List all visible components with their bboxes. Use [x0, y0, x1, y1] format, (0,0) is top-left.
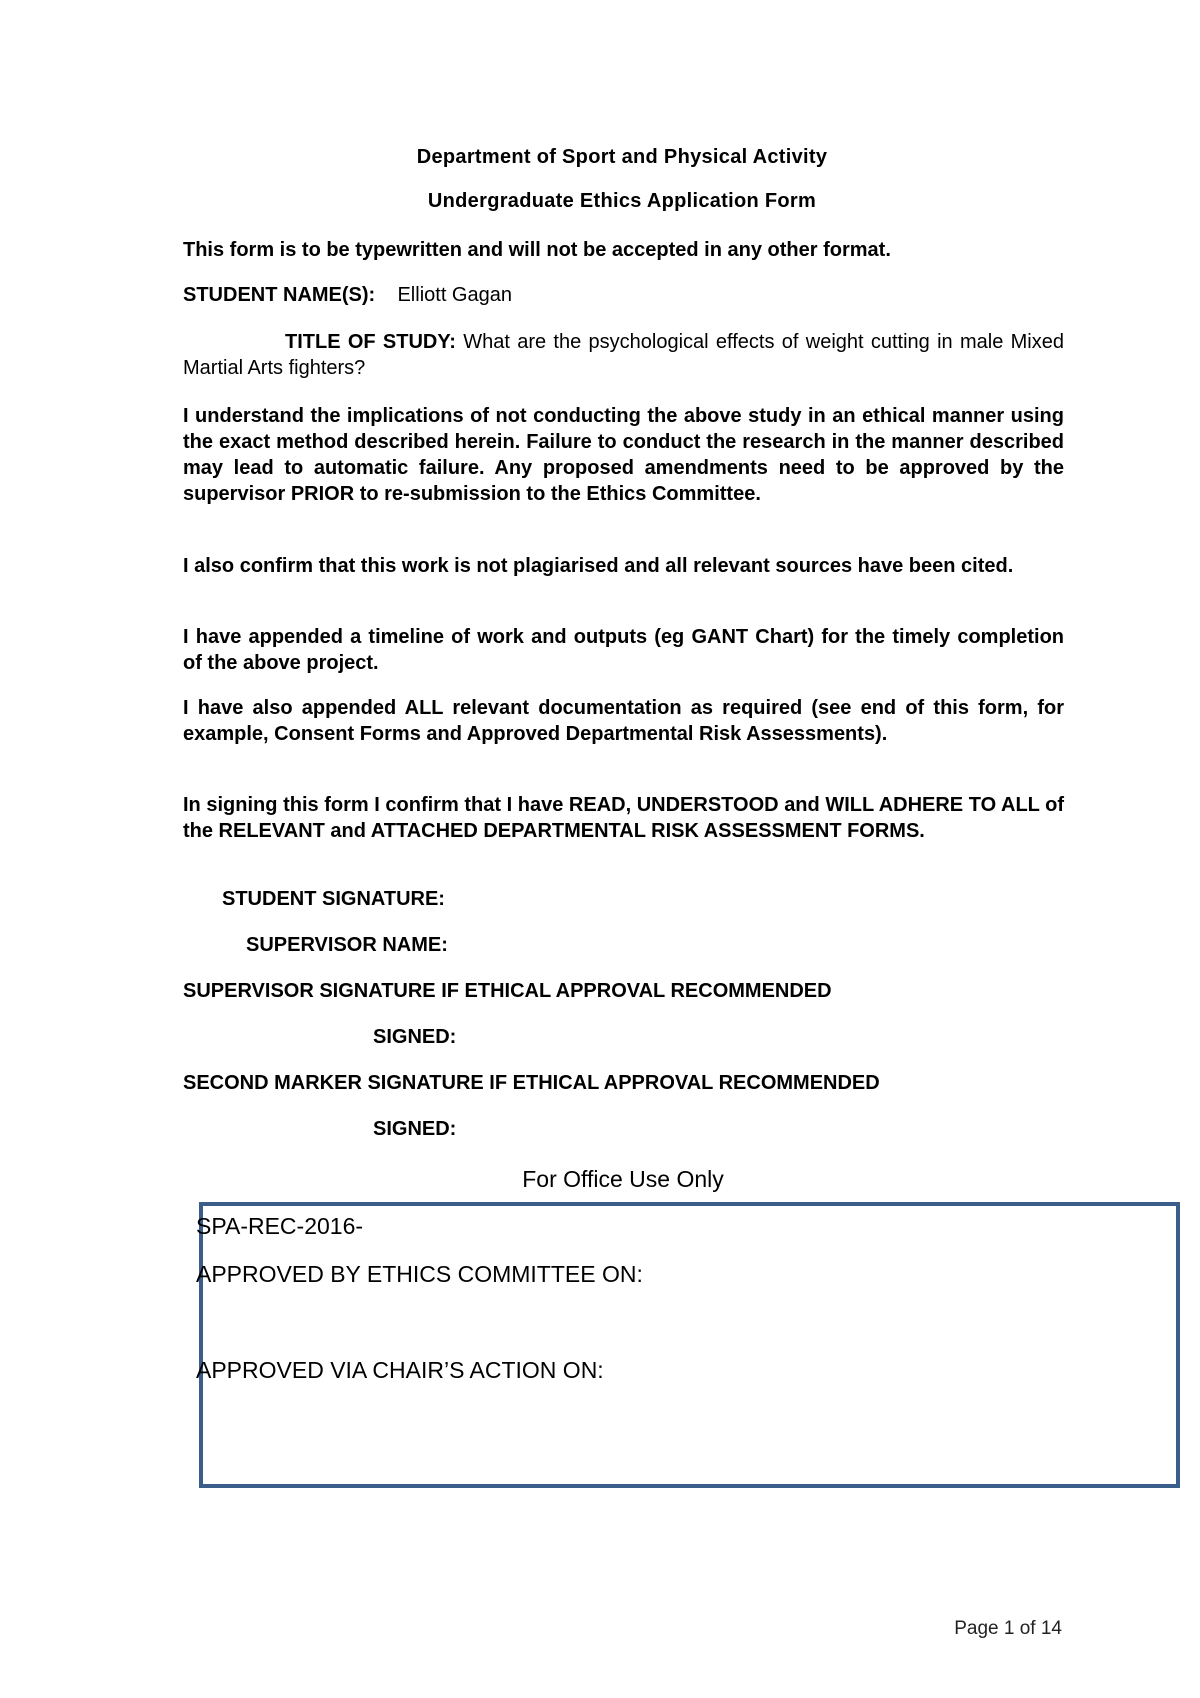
office-use-box: [199, 1202, 1180, 1488]
typewritten-notice: This form is to be typewritten and will not be accepted in any other format.: [183, 239, 891, 261]
declaration-documentation: I have also appended ALL relevant documentation as required (see end of this form, for example, Consent Forms and Approved Departmental Risk Assessments).: [183, 697, 1064, 745]
declaration-risk-assessment: In signing this form I confirm that I have READ, UNDERSTOOD and WILL ADHERE TO ALL of the RELEVANT and ATTACHED DEPARTMENTAL RISK ASSESSMENT FORMS.: [183, 794, 1064, 842]
study-title-row: [183, 329, 1064, 381]
student-name-label: STUDENT NAME(S):: [183, 284, 376, 306]
second-marker-signature-heading: SECOND MARKER SIGNATURE IF ETHICAL APPROVAL RECOMMENDED: [183, 1072, 880, 1094]
department-heading: Department of Sport and Physical Activity: [416, 146, 828, 168]
study-title-value: What are the psychological effects of weight cutting in male Mixed Martial Arts fighters?: [183, 331, 1064, 379]
student-name-value: Elliott Gagan: [397, 284, 512, 306]
form-title: Undergraduate Ethics Application Form: [427, 190, 817, 212]
office-reference-number: SPA-REC-2016-: [196, 1213, 364, 1239]
second-marker-signed-label: SIGNED:: [373, 1118, 457, 1140]
office-chair-approval: APPROVED VIA CHAIR’S ACTION ON:: [196, 1357, 604, 1383]
declaration-implications: I understand the implications of not conducting the above study in an ethical manner using the exact method described herein. Failure to conduct the research in the manner described may lead to automatic failure. Any proposed amendments need to be approved by the supervisor PRIOR to re-submission to the Ethics Committee.: [183, 405, 1064, 505]
declaration-timeline: I have appended a timeline of work and outputs (eg GANT Chart) for the timely completion of the above project.: [183, 626, 1064, 674]
supervisor-name-label: SUPERVISOR NAME:: [246, 934, 448, 956]
student-name-row: [183, 282, 1064, 308]
page-number: Page 1 of 14: [954, 1618, 1062, 1639]
supervisor-signed-label: SIGNED:: [373, 1026, 457, 1048]
office-use-title: For Office Use Only: [522, 1166, 724, 1192]
study-title-label: TITLE OF STUDY:: [285, 331, 456, 353]
supervisor-signature-heading: SUPERVISOR SIGNATURE IF ETHICAL APPROVAL RECOMMENDED: [183, 980, 832, 1002]
declaration-plagiarism: I also confirm that this work is not plagiarised and all relevant sources have been cited.: [183, 555, 1014, 577]
student-signature-label: STUDENT SIGNATURE:: [222, 888, 445, 910]
office-committee-approval: APPROVED BY ETHICS COMMITTEE ON:: [196, 1261, 643, 1287]
